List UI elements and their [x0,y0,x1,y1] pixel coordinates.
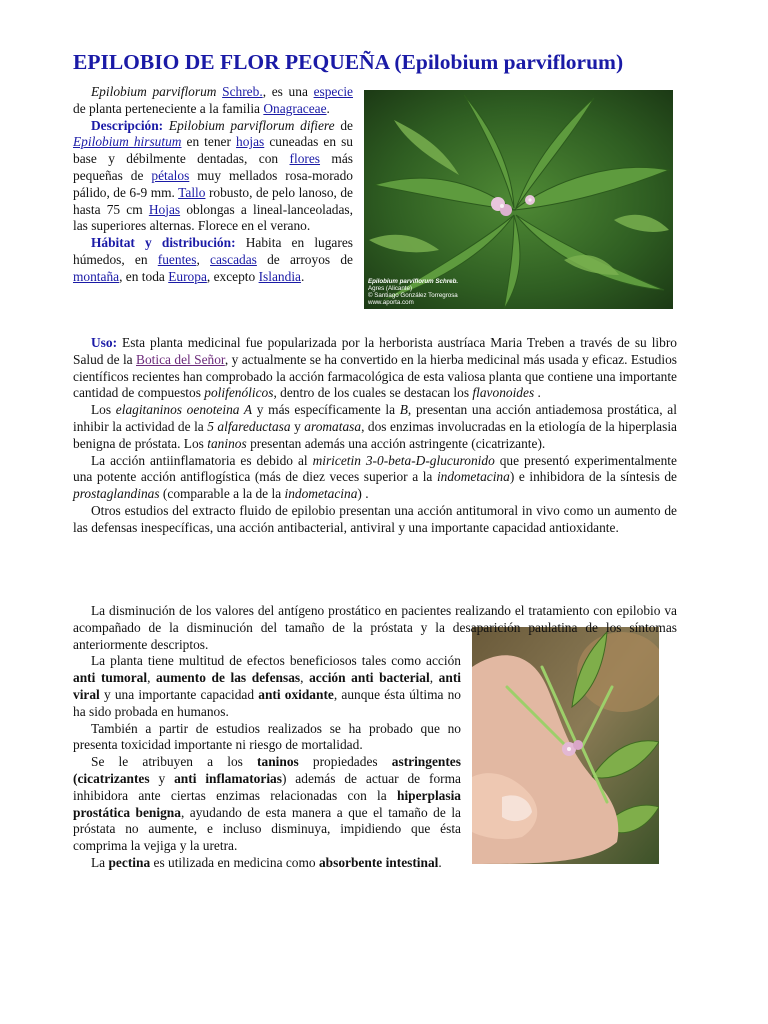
hand-photo-image [472,627,659,864]
montana-link[interactable]: montaña [73,268,120,284]
botica-link[interactable]: Botica del Señor [136,351,225,367]
disminucion-paragraph: La disminución de los valores del antígeno prostático en pacientes realizando el tratamiento con epilobio va acompañado de la disminución del tamaño de la próstata y la desaparición paulatina de los síntomas anteriormente descriptos. [73,603,677,652]
descripcion-heading: Descripción: [91,117,164,133]
plant-photo [364,90,673,309]
elagitaninos-paragraph: Los elagitaninos oenoteina A y más específicamente la B, presentan una acción antiademosa prostática, al inhibir la actividad de la 5 alfareductasa y aromatasa, dos enzimas involucradas en la etiología de la hiperplasia benigna de próstata. Los taninos presentan además una acción astringente (cicatrizante). [73,402,677,451]
hirsutum-link[interactable]: Epilobium hirsutum [73,134,182,150]
uso-paragraph: Uso: Esta planta medicinal fue popularizada por la herborista austríaca Maria Treben a través de su libro Salud de la Botica del Señor, y actualmente se ha convertido en la hierba medicinal más usada y eficaz. Estudios científicos recientes han comprobado la acción farmacológica de esta valiosa planta que contiene una importante cantidad de compuestos polifenólicos, dentro de los cuales se destacan los flavonoides . [73,335,677,401]
uso-heading: Uso: [91,335,118,350]
intro-paragraph: Epilobium parviflorum Schreb., es una especie de planta perteneciente a la familia Onagraceae. [73,84,353,116]
toxicidad-paragraph: También a partir de estudios realizados se ha probado que no presenta toxicidad importante ni riesgo de mortalidad. [73,720,461,753]
pectina-paragraph: La pectina es utilizada en medicina como absorbente intestinal. [91,854,442,870]
especie-link[interactable]: especie [313,84,353,99]
tallo-link[interactable]: Tallo [178,184,206,200]
petalos-link[interactable]: pétalos [151,167,190,183]
islandia-link[interactable]: Islandia [258,268,301,284]
fuentes-link[interactable]: fuentes [157,251,197,267]
cascadas-link[interactable]: cascadas [210,251,257,267]
intro-column [73,84,353,286]
antiinflamatoria-paragraph: La acción antiinflamatoria es debido al miricetin 3-0-beta-D-glucuronido que presentó experimentalmente una potente acción antiflogística (más de diez veces superior a la indometacina) e inhibidora de la síntesis de prostaglandinas (comparable a la de la indometacina) . [73,452,677,502]
europa-link[interactable]: Europa [168,268,207,284]
author-link[interactable]: Schreb. [222,84,263,99]
hojas2-link[interactable]: Hojas [148,201,181,217]
plant-photo-image [364,90,673,309]
lower-column [73,603,677,872]
habitat-paragraph: Hábitat y distribución: Habita en lugares húmedos, en fuentes, cascadas de arroyos de montaña, en toda Europa, excepto Islandia. [73,235,353,284]
hand-photo [472,627,659,864]
taninos-paragraph: Se le atribuyen a los taninos propiedades astringentes (cicatrizantes y anti inflamatorias) además de actuar de forma inhibidora ante ciertas enzimas relacionadas con la hiperplasia prostática benigna, ayudando de esta manera a que el tamaño de la próstata no aumente, e incluso disminuya, impidiendo que ésta comprima la vejiga y la uretra. [73,754,461,854]
habitat-heading: Hábitat y distribución: [91,235,236,251]
photo-credit: Epilobium parviflorum Schreb. Agres (Alicante) © Santiago González Torregrosa www.aporta.com [368,278,459,306]
family-link[interactable]: Onagraceae [263,100,327,116]
flores-link[interactable]: flores [289,151,321,167]
page-title: EPILOBIO DE FLOR PEQUEÑA (Epilobium parviflorum) [73,50,624,74]
hojas-link[interactable]: hojas [236,134,265,150]
descripcion-paragraph: Descripción: Epilobium parviflorum difiere de Epilobium hirsutum en tener hojas cuneadas en su base y débilmente dentadas, con flores más pequeñas de pétalos muy mellados rosa-morado pálido, de 6-9 mm. Tallo robusto, de pelo lanoso, de hasta 75 cm Hojas oblongas a lineal-lanceoladas, las superiores alternas. Florece en el verano. [73,117,354,234]
middle-column [73,335,677,537]
extracto-paragraph: Otros estudios del extracto fluido de epilobio presentan una acción antitumoral in vivo como un aumento de las defensas inespecíficas, una acción antibacterial, antiviral y una importante capacidad antioxidante. [73,502,677,535]
multitud-paragraph: La planta tiene multitud de efectos beneficiosos tales como acción anti tumoral, aumento de las defensas, acción anti bacterial, anti viral y una importante capacidad anti oxidante, aunque ésta última no ha sido probada en humanos. [73,653,461,719]
